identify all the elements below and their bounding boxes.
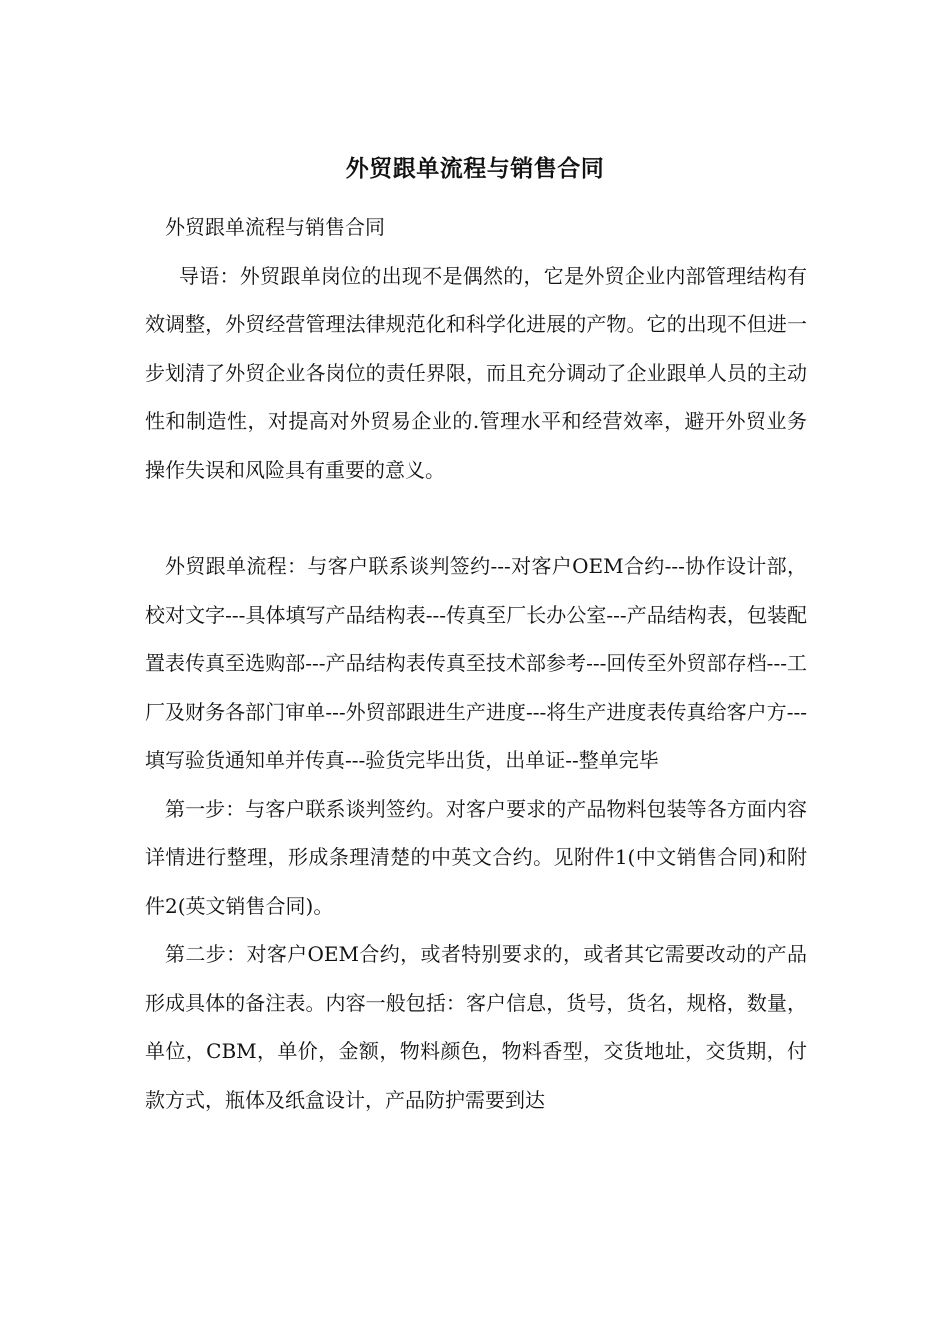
intro-paragraph: 导语：外贸跟单岗位的出现不是偶然的，它是外贸企业内部管理结构有效调整，外贸经营管理法律规范化和科学化进展的产物。它的出现不但进一步划清了外贸企业各岗位的责任界限，而且充分调动了企业跟单人员的主动性和制造性，对提高对外贸易企业的.管理水平和经营效率，避开外贸业务操作失误和风险具有重要的意义。: [145, 263, 807, 482]
document-title: 外贸跟单流程与销售合同: [345, 156, 605, 182]
step-one-paragraph: 第一步：与客户联系谈判签约。对客户要求的产品物料包装等各方面内容详情进行整理，形成条理清楚的中英文合约。见附件1(中文销售合同)和附件2(英文销售合同)。: [145, 796, 807, 918]
process-paragraph: 外贸跟单流程：与客户联系谈判签约---对客户OEM合约---协作设计部，校对文字---具体填写产品结构表---传真至厂长办公室---产品结构表，包装配置表传真至选购部---产品结构表传真至技术部参考---回传至外贸部存档---工厂及财务各部门审单---外贸部跟进生产进度---将生产进度表传真给客户方---填写验货通知单并传真---验货完毕出货，出单证--整单完毕: [145, 554, 807, 772]
subtitle-paragraph: 外贸跟单流程与销售合同: [165, 215, 385, 239]
step-two-paragraph: 第二步：对客户OEM合约，或者特别要求的，或者其它需要改动的产品形成具体的备注表。内容一般包括：客户信息，货号，货名，规格，数量，单位，CBM，单价，金额，物料颜色，物料香型，交货地址，交货期，付款方式，瓶体及纸盒设计，产品防护需要到达: [145, 942, 807, 1112]
paragraph-spacer: [145, 494, 807, 542]
document-body: [145, 203, 807, 1124]
